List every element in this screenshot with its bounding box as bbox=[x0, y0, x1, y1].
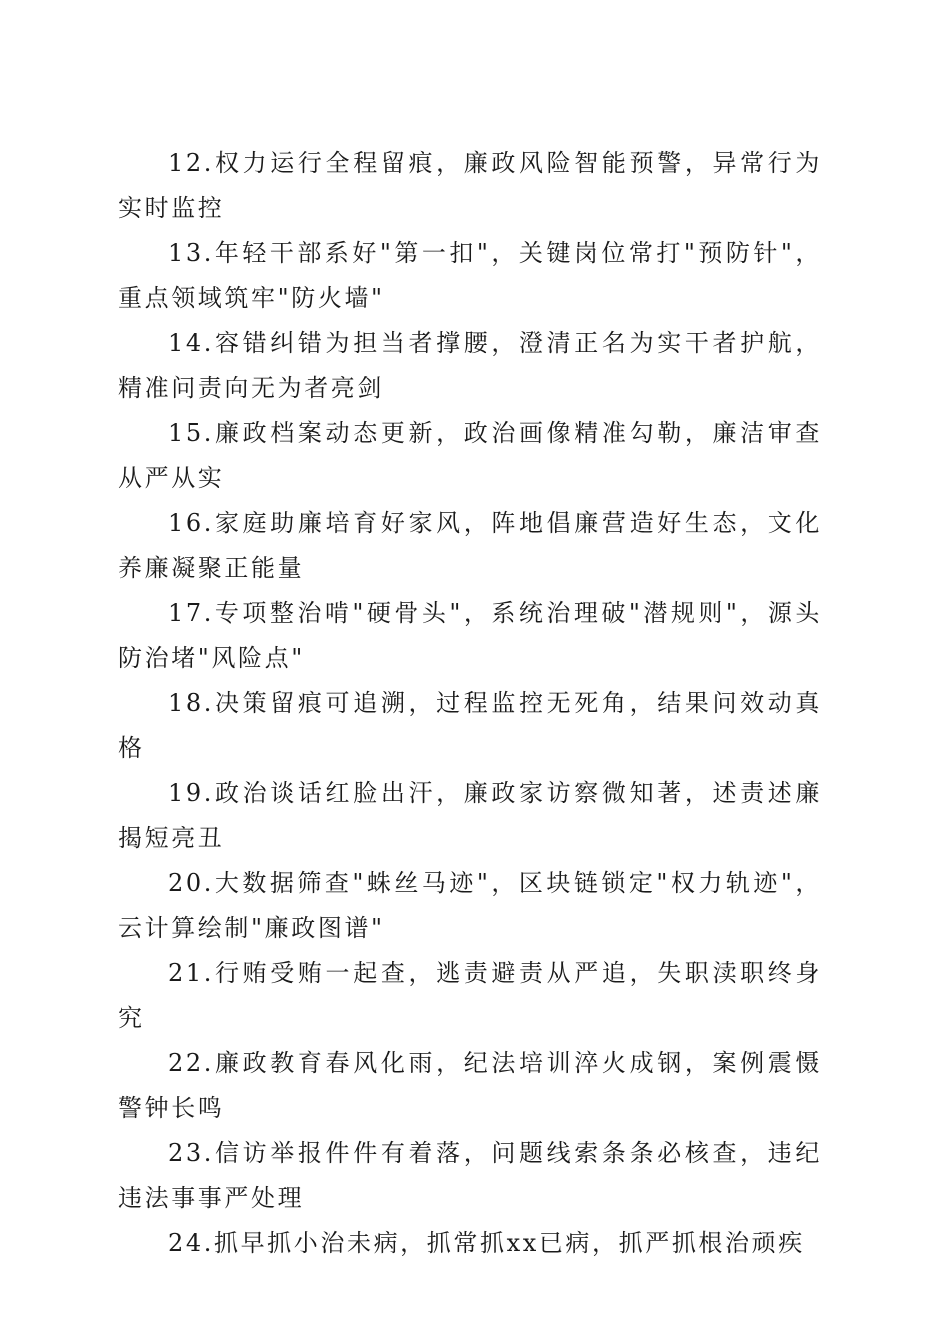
list-item-23: 23.信访举报件件有着落，问题线索条条必核查，违纪违法事事严处理 bbox=[118, 1139, 822, 1212]
list-item-17: 17.专项整治啃"硬骨头"，系统治理破"潜规则"，源头防治堵"风险点" bbox=[118, 599, 822, 672]
document-body bbox=[118, 141, 822, 1266]
list-item-18: 18.决策留痕可追溯，过程监控无死角，结果问效动真格 bbox=[118, 689, 822, 762]
list-item-13: 13.年轻干部系好"第一扣"，关键岗位常打"预防针"，重点领域筑牢"防火墙" bbox=[118, 239, 822, 312]
list-item-24: 24.抓早抓小治未病，抓常抓xx已病，抓严抓根治顽疾 bbox=[168, 1229, 805, 1257]
list-item-20: 20.大数据筛查"蛛丝马迹"，区块链锁定"权力轨迹"，云计算绘制"廉政图谱" bbox=[118, 869, 822, 942]
list-item-22: 22.廉政教育春风化雨，纪法培训淬火成钢，案例震慑警钟长鸣 bbox=[118, 1049, 822, 1122]
list-item-12: 12.权力运行全程留痕，廉政风险智能预警，异常行为实时监控 bbox=[118, 149, 822, 222]
list-item-19: 19.政治谈话红脸出汗，廉政家访察微知著，述责述廉揭短亮丑 bbox=[118, 779, 822, 852]
list-item-16: 16.家庭助廉培育好家风，阵地倡廉营造好生态，文化养廉凝聚正能量 bbox=[118, 509, 822, 582]
list-item-14: 14.容错纠错为担当者撑腰，澄清正名为实干者护航，精准问责向无为者亮剑 bbox=[118, 329, 822, 402]
list-item-21: 21.行贿受贿一起查，逃责避责从严追，失职渎职终身究 bbox=[118, 959, 822, 1032]
list-item-15: 15.廉政档案动态更新，政治画像精准勾勒，廉洁审查从严从实 bbox=[118, 419, 822, 492]
